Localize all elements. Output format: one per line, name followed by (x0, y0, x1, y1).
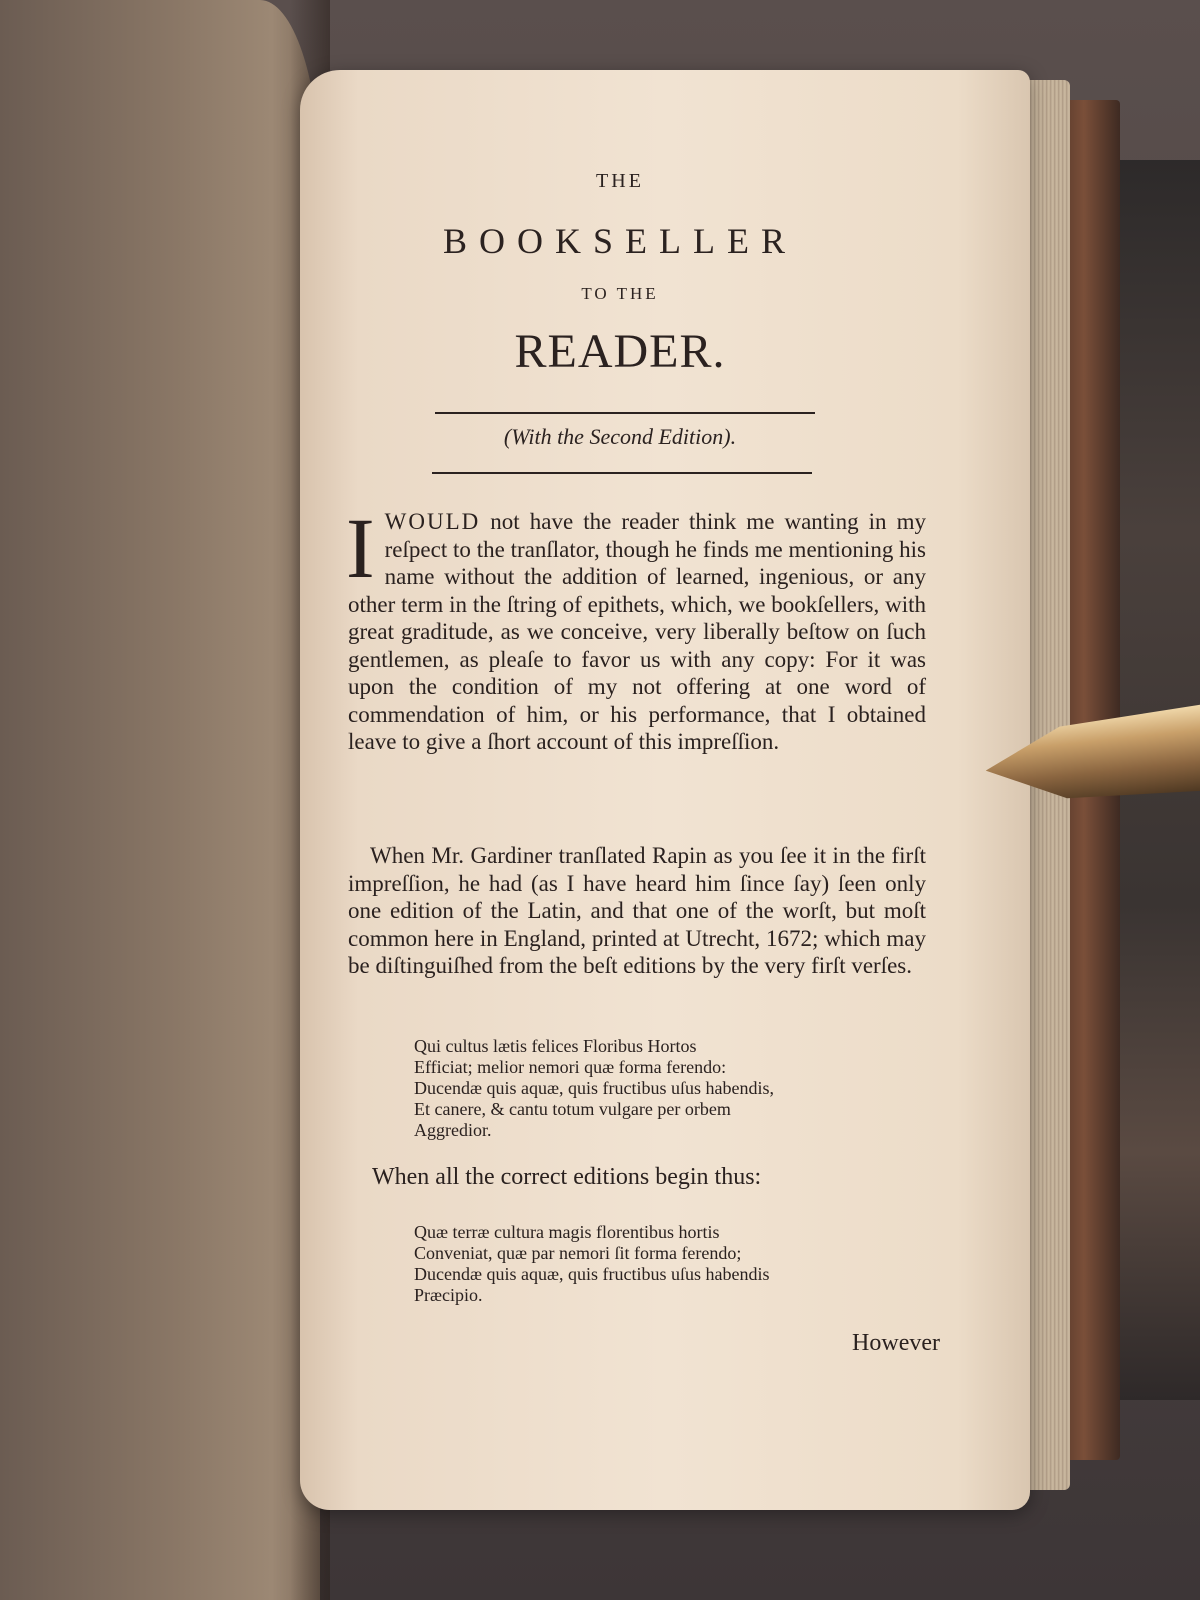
verse-quote-2 (414, 1222, 874, 1306)
paragraph-2: When Mr. Gardiner tranſlated Rapin as you ſee it in the firſt impreſſion, he had (as I have heard him ſince ſay) ſeen only one edition of the Latin, and that one of the worſt, but moſt common here in England, printed at Utrecht, 1672; which may be diſtinguiſhed from the beſt editions by the very firſt verſes. (348, 843, 926, 978)
heading-reader: READER. (514, 325, 726, 378)
verse-line: Quæ terræ cultura magis florentibus hortis (414, 1222, 720, 1242)
opening-small-caps: WOULD (384, 509, 481, 534)
heading-bookseller: BOOKSELLER (443, 221, 797, 261)
verse-line: Ducendæ quis aquæ, quis fructibus uſus habendis (414, 1264, 770, 1284)
paragraph-1-text: not have the reader think me wanting in my reſpect to the tranſlator, though he finds me mentioning his name without the addition of learned, ingenious, or any other term in the ſtring of epithets, which, we bookſellers, with great graditude, as we conceive, very liberally beſtow on ſuch gentlemen, as pleaſe to favor us with any copy: For it was upon the condition of my not offering at one word of commendation of him, or his performance, that I obtained leave to give a ſhort account of this impreſſion. (348, 509, 926, 754)
rule-bottom (432, 472, 812, 474)
heading-the: THE (596, 170, 644, 192)
transition-line: When all the correct editions begin thus: (372, 1164, 762, 1190)
verse-line: Ducendæ quis aquæ, quis fructibus uſus habendis, (414, 1078, 774, 1098)
heading-to-the: TO THE (581, 284, 659, 303)
verse-line: Aggredior. (414, 1120, 492, 1140)
verse-line: Præcipio. (414, 1285, 483, 1305)
verse-line: Conveniat, quæ par nemori ſit forma ferendo; (414, 1243, 742, 1263)
rule-top (435, 412, 815, 414)
paragraph-1 (346, 500, 926, 756)
verse-line: Efficiat; melior nemori quæ forma ferendo: (414, 1057, 727, 1077)
catchword: However (852, 1330, 940, 1356)
drop-cap: I (346, 500, 375, 596)
verse-line: Qui cultus lætis felices Floribus Hortos (414, 1036, 697, 1056)
edition-note: (With the Second Edition). (503, 424, 737, 449)
verse-line: Et canere, & cantu totum vulgare per orbem (414, 1099, 731, 1119)
verse-quote-1 (414, 1036, 874, 1141)
